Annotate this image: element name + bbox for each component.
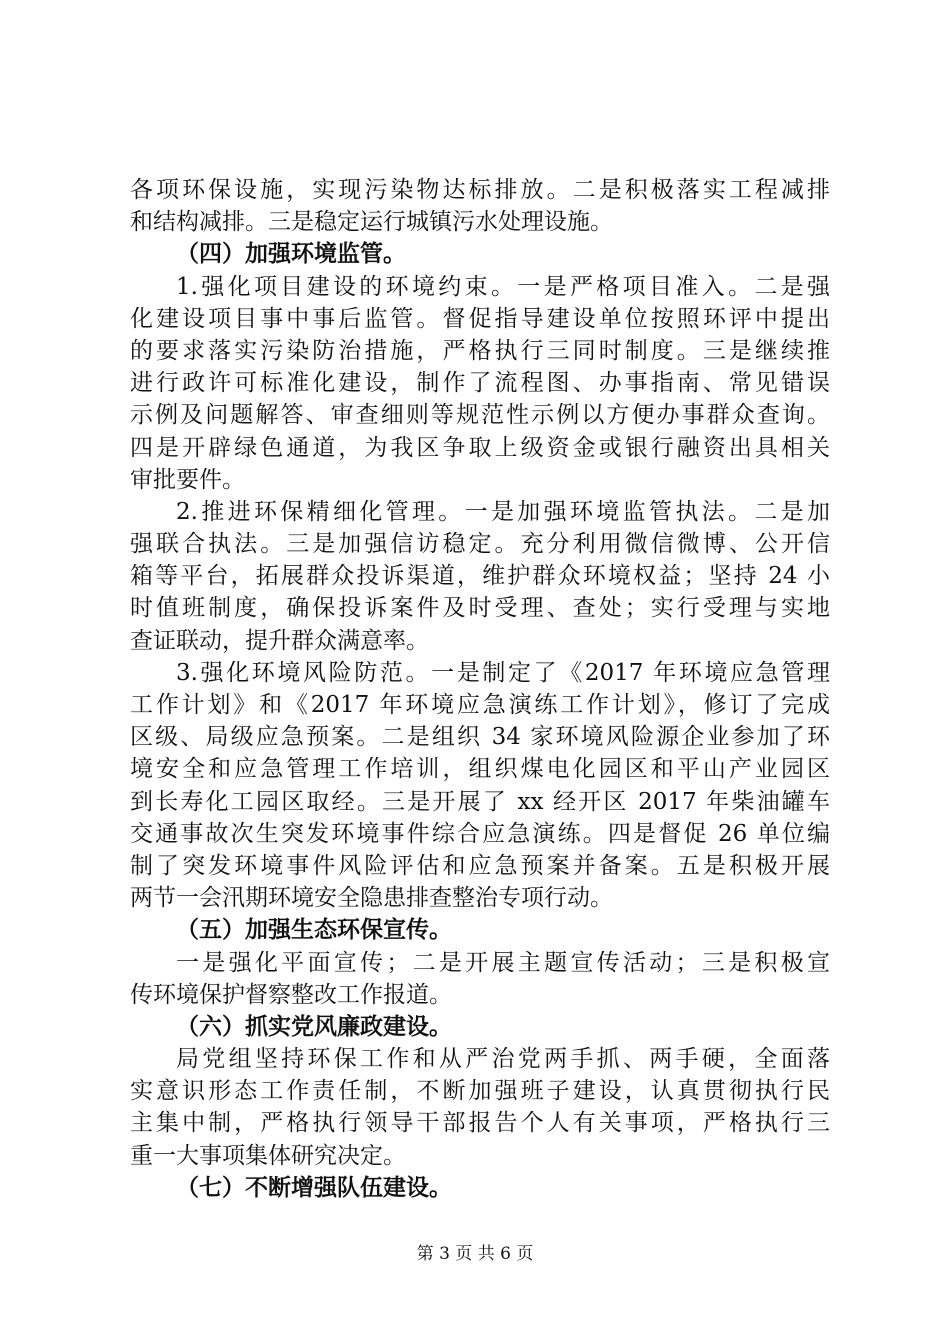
paragraph-line: 2.推进环保精细化管理。一是加强环境监管执法。二是加 [176,498,830,525]
paragraph-line: 示例及问题解答、审查细则等规范性示例以方便办事群众查询。 [130,402,830,429]
paragraph-line: 和结构减排。三是稳定运行城镇污水处理设施。 [130,209,613,236]
paragraph-line: 一是强化平面宣传；二是开展主题宣传活动；三是积极宣 [176,949,830,976]
paragraph-line: 审批要件。 [130,466,245,493]
paragraph-line: 制了突发环境事件风险评估和应急预案并备案。五是积极开展 [130,852,830,879]
page-number: 第 3 页 共 6 页 [416,1244,534,1264]
paragraph-line: 两节一会汛期环境安全隐患排查整治专项行动。 [130,885,613,912]
paragraph-line: 到长寿化工园区取经。三是开展了 xx 经开区 2017 年柴油罐车 [130,788,830,815]
paragraph-line: 传环境保护督察整改工作报道。 [130,981,452,1008]
section-heading: （四）加强环境监管。 [176,241,406,268]
paragraph-line: 化建设项目事中事后监管。督促指导建设单位按照环评中提出 [130,305,830,332]
paragraph-line: 时值班制度，确保投诉案件及时受理、查处；实行受理与实地 [130,595,830,622]
paragraph-line: 主集中制，严格执行领导干部报告个人有关事项，严格执行三 [130,1110,830,1137]
paragraph-line: 查证联动，提升群众满意率。 [130,627,429,654]
paragraph-line: 强联合执法。三是加强信访稳定。充分利用微信微博、公开信 [130,531,830,558]
document-body [130,174,830,1204]
paragraph-line: 境安全和应急管理工作培训，组织煤电化园区和平山产业园区 [130,756,830,783]
paragraph-line: 局党组坚持环保工作和从严治党两手抓、两手硬，全面落 [176,1046,830,1073]
paragraph-line: 区级、局级应急预案。二是组织 34 家环境风险源企业参加了环 [130,724,830,751]
paragraph-line: 交通事故次生突发环境事件综合应急演练。四是督促 26 单位编 [130,820,830,847]
paragraph-line: 四是开辟绿色通道，为我区争取上级资金或银行融资出具相关 [130,434,830,461]
section-heading: （六）抓实党风廉政建设。 [176,1013,452,1040]
section-heading: （七）不断增强队伍建设。 [176,1174,452,1201]
paragraph-line: 1.强化项目建设的环境约束。一是严格项目准入。二是强 [176,273,830,300]
paragraph-line: 各项环保设施，实现污染物达标排放。二是积极落实工程减排 [130,177,830,203]
paragraph-line: 3.强化环境风险防范。一是制定了《2017 年环境应急管理 [176,659,830,686]
section-heading: （五）加强生态环保宣传。 [176,917,452,944]
paragraph-line: 重一大事项集体研究决定。 [130,1142,406,1169]
paragraph-line: 进行政许可标准化建设，制作了流程图、办事指南、常见错误 [130,370,830,397]
paragraph-line: 实意识形态工作责任制，不断加强班子建设，认真贯彻执行民 [130,1078,830,1105]
paragraph-line: 的要求落实污染防治措施，严格执行三同时制度。三是继续推 [130,337,830,364]
paragraph-line: 工作计划》和《2017 年环境应急演练工作计划》，修订了完成 [130,692,830,718]
paragraph-line: 箱等平台，拓展群众投诉渠道，维护群众环境权益；坚持 24 小 [130,563,830,590]
